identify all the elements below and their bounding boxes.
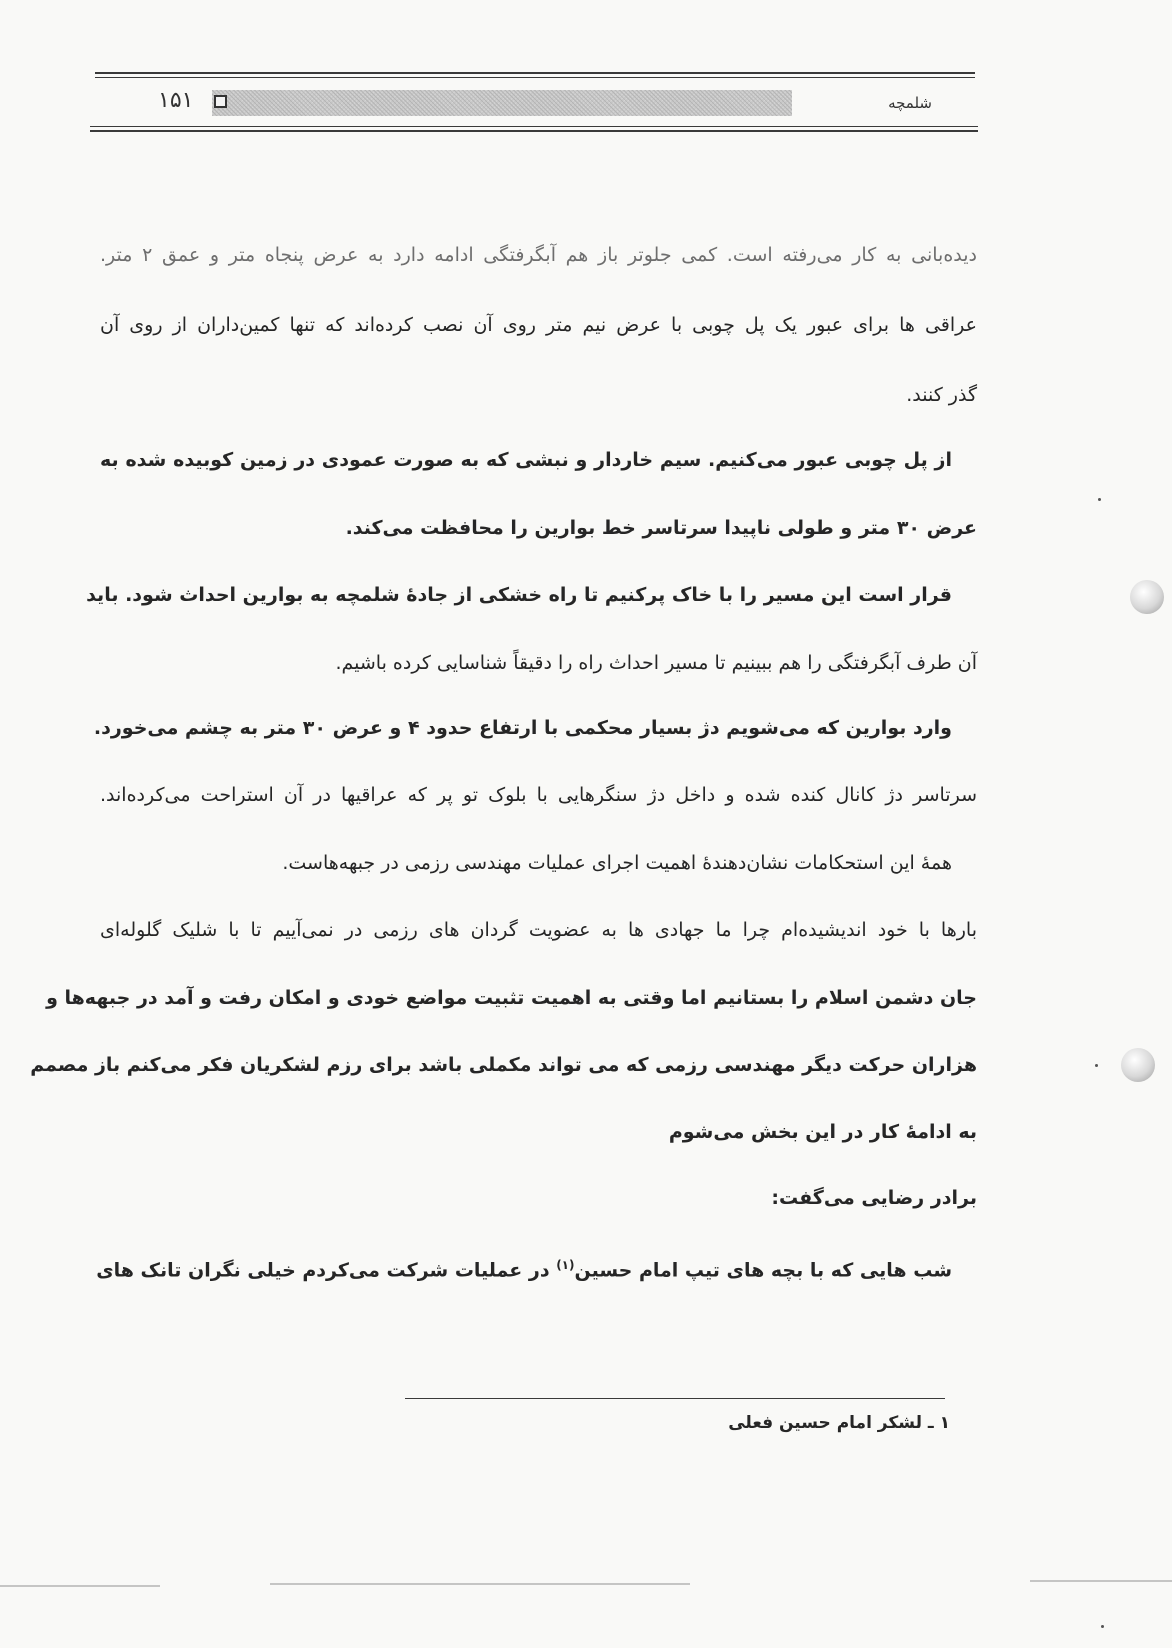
text-line: از پل چوبی عبور می‌کنیم. سیم خاردار و نبشی که به صورت عمودی در زمین کوبیده شده به (100, 449, 952, 471)
square-icon (214, 95, 227, 108)
text-line: عراقی ها برای عبور یک پل چوبی با عرض نیم متر روی آن نصب کرده‌اند که تنها کمین‌داران از روی آن (100, 314, 977, 336)
chapter-title: شلمچه (888, 94, 932, 112)
header-rule-top (95, 72, 975, 74)
text-line-with-footnote (96, 1250, 952, 1285)
footnote-text: ۱ ـ لشکر امام حسین فعلی (728, 1413, 950, 1433)
header-rule-top-thin (95, 77, 975, 78)
speck (1098, 498, 1101, 501)
text-line: آن طرف آبگرفتگی را هم ببینیم تا مسیر احداث راه را دقیقاً شناسایی کرده باشیم. (335, 652, 977, 674)
scan-edge-line (270, 1583, 690, 1585)
text-segment: در عملیات شرکت می‌کردم خیلی نگران تانک های (96, 1259, 557, 1282)
text-segment: شب هایی که با بچه های تیپ امام حسین (574, 1259, 952, 1282)
text-line: بارها با خود اندیشیده‌ام چرا ما جهادی ها به عضویت گردان های رزمی در نمی‌آییم تا با شلیک گلوله‌ای (100, 919, 977, 941)
page-number: ۱۵۱ (158, 88, 194, 113)
text-line: به ادامهٔ کار در این بخش می‌شوم (668, 1121, 977, 1143)
text-line: هزاران حرکت دیگر مهندسی رزمی که می تواند مکملی باشد برای رزم لشکریان فکر می‌کنم باز مصمم (30, 1054, 977, 1076)
text-line: همهٔ این استحکامات نشان‌دهندهٔ اهمیت اجرای عملیات مهندسی رزمی در جبهه‌هاست. (282, 852, 952, 874)
text-line: گذر کنند. (906, 384, 977, 406)
scan-edge-line (0, 1585, 160, 1587)
header-shaded-bar (212, 90, 792, 116)
text-line: سرتاسر دژ کانال کنده شده و داخل دژ سنگرهایی با بلوک تو پر که عراقیها در آن استراحت می‌کرده‌اند. (100, 784, 977, 806)
header-rule-bottom-thick (90, 130, 978, 132)
text-line: جان دشمن اسلام را بستانیم اما وقتی به اهمیت تثبیت مواضع خودی و امکان رفت و آمد در جبهه‌ها و (46, 987, 977, 1009)
speck (1101, 1625, 1104, 1628)
text-line: برادر رضایی می‌گفت: (771, 1187, 977, 1209)
footnote-rule (405, 1398, 945, 1399)
footnote-marker: (۱) (556, 1258, 575, 1272)
binder-hole-icon (1121, 1048, 1155, 1082)
header-rule-bottom (90, 126, 978, 127)
text-line: وارد بوارین که می‌شویم دژ بسیار محکمی با ارتفاع حدود ۴ و عرض ۳۰ متر به چشم می‌خورد. (93, 717, 952, 739)
text-line: قرار است این مسیر را با خاک پرکنیم تا راه خشکی از جادهٔ شلمچه به بوارین احداث شود. باید (86, 584, 952, 606)
scan-edge-line (1030, 1580, 1172, 1582)
text-line: عرض ۳۰ متر و طولی ناپیدا سرتاسر خط بوارین را محافظت می‌کند. (345, 517, 977, 539)
binder-hole-icon (1130, 580, 1164, 614)
speck (1095, 1064, 1098, 1067)
text-line: دیده‌بانی به کار می‌رفته است. کمی جلوتر باز هم آبگرفتگی ادامه دارد به عرض پنجاه متر و عمق ۲ متر. (100, 244, 977, 266)
